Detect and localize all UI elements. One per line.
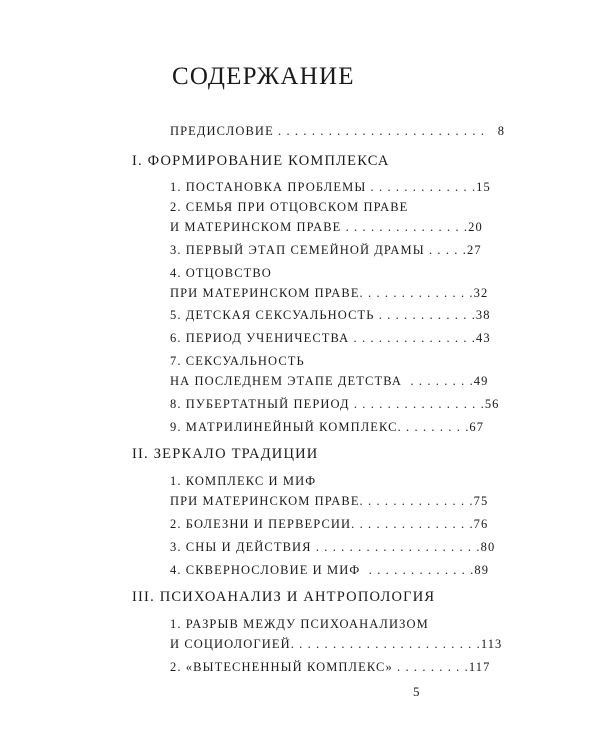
toc-entry: 1. РАЗРЫВ МЕЖДУ ПСИХОАНАЛИЗОМ — [170, 617, 429, 631]
toc-entry: ПРИ МАТЕРИНСКОМ ПРАВЕ. . . . . . . . . . . . . .32 — [170, 286, 489, 300]
toc-entry: 3. СНЫ И ДЕЙСТВИЯ . . . . . . . . . . . . . . . . . . . .80 — [170, 540, 496, 554]
toc-entry: 4. СКВЕРНОСЛОВИЕ И МИФ . . . . . . . . . . . . .89 — [170, 563, 490, 577]
toc-entry: И СОЦИОЛОГИЕЙ. . . . . . . . . . . . . . . . . . . . . . .113 — [170, 637, 503, 651]
toc-entry: 1. КОМПЛЕКС И МИФ — [170, 474, 317, 488]
toc-entry-preface: ПРЕДИСЛОВИЕ . . . . . . . . . . . . . . . . . . . . . . . . . 8 — [170, 124, 506, 138]
page-number: 5 — [413, 684, 420, 699]
toc-entry: НА ПОСЛЕДНЕМ ЭТАПЕ ДЕТСТВА . . . . . . . .49 — [170, 374, 489, 388]
toc-entry: ПРИ МАТЕРИНСКОМ ПРАВЕ. . . . . . . . . . . . . .75 — [170, 494, 489, 508]
toc-entry: 1. ПОСТАНОВКА ПРОБЛЕМЫ . . . . . . . . . . . . .15 — [170, 180, 491, 194]
toc-entry: 6. ПЕРИОД УЧЕНИЧЕСТВА . . . . . . . . . . . . . . .43 — [170, 331, 491, 345]
toc-entry: И МАТЕРИНСКОМ ПРАВЕ . . . . . . . . . . . . . . .20 — [170, 220, 483, 234]
toc-entry: 3. ПЕРВЫЙ ЭТАП СЕМЕЙНОЙ ДРАМЫ . . . . .27 — [170, 243, 482, 257]
toc-entry: 2. СЕМЬЯ ПРИ ОТЦОВСКОМ ПРАВЕ — [170, 200, 409, 214]
chapter-heading-2: II. ЗЕРКАЛО ТРАДИЦИИ — [132, 446, 319, 462]
toc-entry: 2. «ВЫТЕСНЕННЫЙ КОМПЛЕКС» . . . . . . . . .117 — [170, 660, 491, 674]
chapter-heading-3: III. ПСИХОАНАЛИЗ И АНТРОПОЛОГИЯ — [132, 589, 436, 605]
toc-entry: 2. БОЛЕЗНИ И ПЕРВЕРСИИ. . . . . . . . . . . . . . .76 — [170, 517, 489, 531]
toc-entry: 8. ПУБЕРТАТНЫЙ ПЕРИОД . . . . . . . . . . . . . . . .56 — [170, 397, 500, 411]
toc-entry: 9. МАТРИЛИНЕЙНЫЙ КОМПЛЕКС. . . . . . . . .67 — [170, 420, 485, 434]
toc-entry: 5. ДЕТСКАЯ СЕКСУАЛЬНОСТЬ . . . . . . . . . . . .38 — [170, 308, 491, 322]
page-title: СОДЕРЖАНИЕ — [172, 63, 355, 90]
toc-entry: 4. ОТЦОВСТВО — [170, 266, 272, 280]
toc-entry: 7. СЕКСУАЛЬНОСТЬ — [170, 354, 305, 368]
chapter-heading-1: I. ФОРМИРОВАНИЕ КОМПЛЕКСА — [132, 153, 390, 169]
